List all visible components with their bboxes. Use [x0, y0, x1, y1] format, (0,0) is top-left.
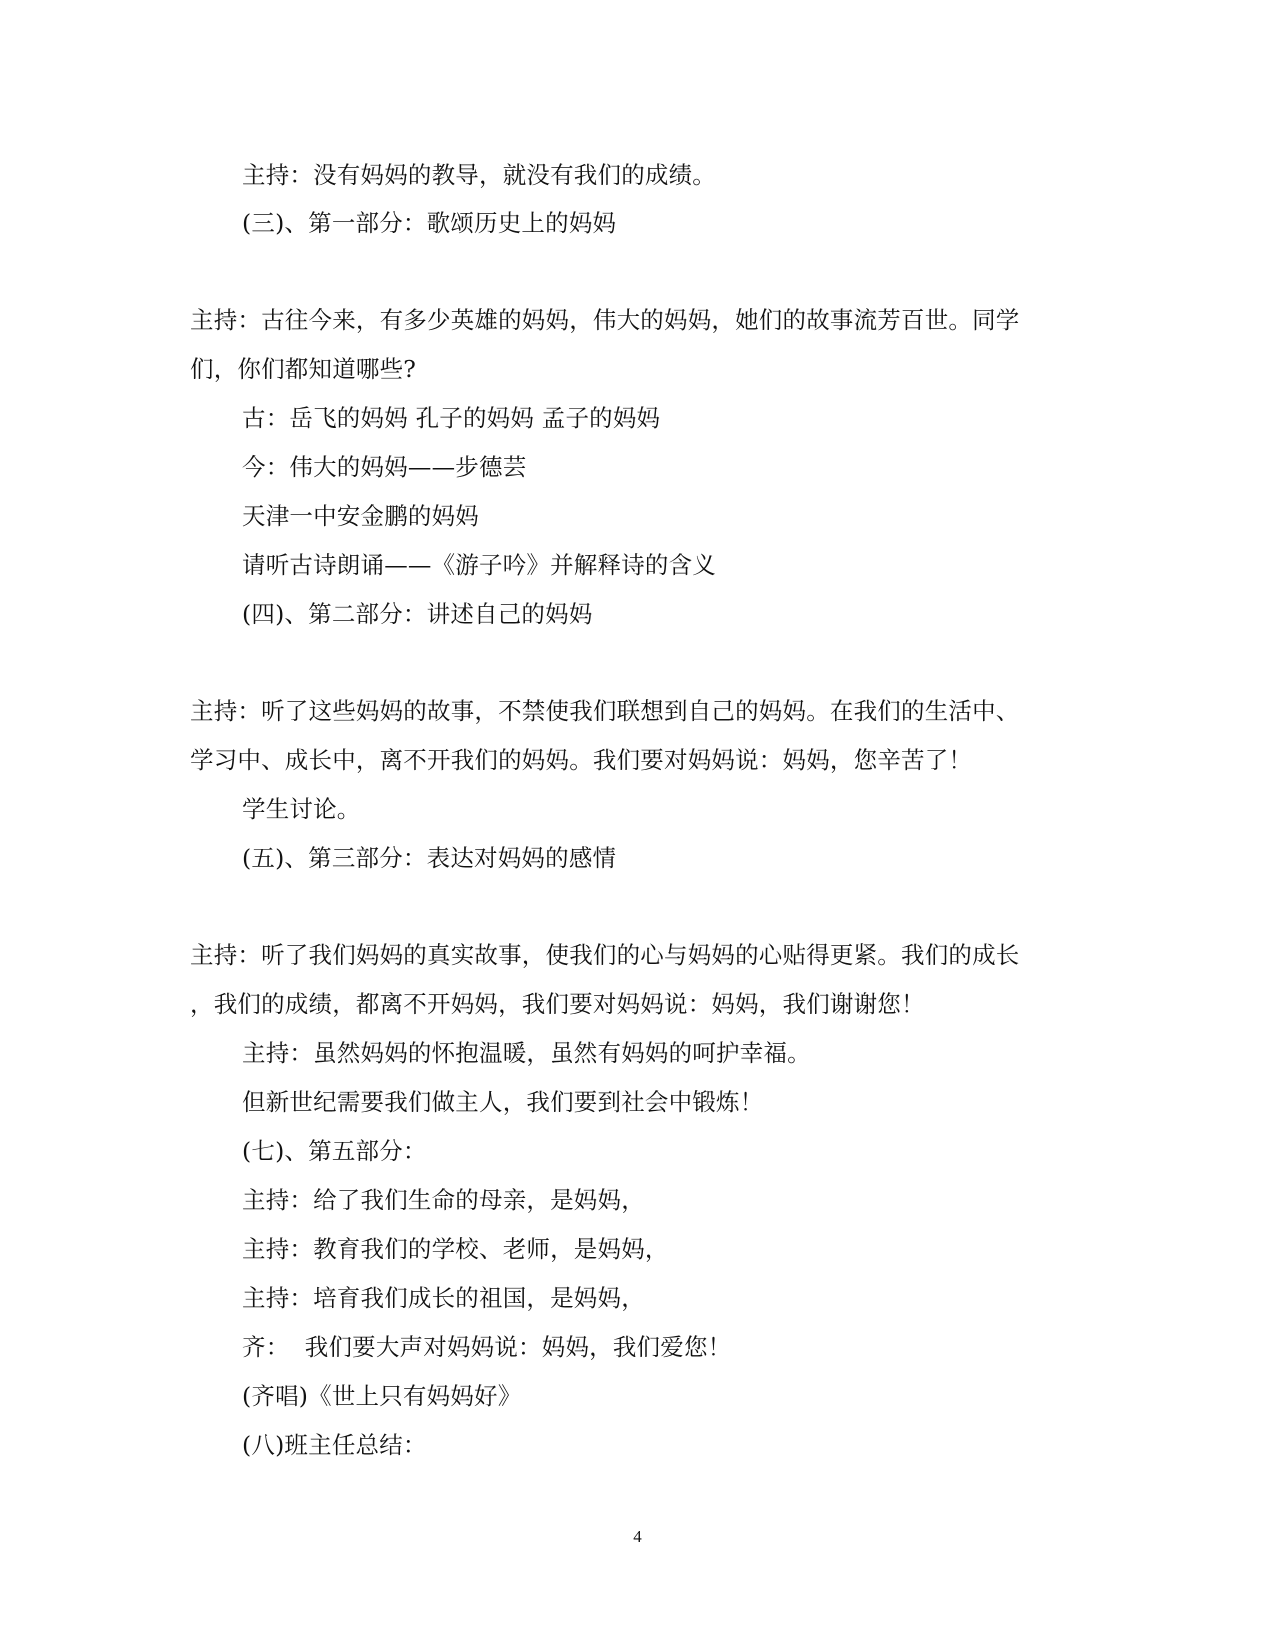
paragraph-line: 请听古诗朗诵——《游子吟》并解释诗的含义 [242, 551, 716, 579]
paragraph-line: 今：伟大的妈妈——步德芸 [242, 453, 527, 481]
section-heading: (四)、第二部分：讲述自己的妈妈 [242, 600, 593, 628]
paragraph-line: 主持：听了这些妈妈的故事，不禁使我们联想到自己的妈妈。在我们的生活中、 [190, 697, 1020, 725]
paragraph-line: 天津一中安金鹏的妈妈 [242, 502, 479, 530]
paragraph-line: 古：岳飞的妈妈 孔子的妈妈 孟子的妈妈 [242, 404, 661, 432]
paragraph-line: 齐： 我们要大声对妈妈说：妈妈，我们爱您！ [242, 1333, 732, 1361]
paragraph-line: 主持：听了我们妈妈的真实故事，使我们的心与妈妈的心贴得更紧。我们的成长 [190, 941, 1020, 969]
paragraph-line: 学生讨论。 [242, 795, 361, 823]
paragraph-line: 主持：给了我们生命的母亲，是妈妈， [242, 1186, 645, 1214]
paragraph-line: 主持：虽然妈妈的怀抱温暖，虽然有妈妈的呵护幸福。 [242, 1039, 811, 1067]
paragraph-line: 主持：古往今来，有多少英雄的妈妈，伟大的妈妈，她们的故事流芳百世。同学 [190, 306, 1020, 334]
paragraph-line: 主持：培育我们成长的祖国，是妈妈， [242, 1284, 645, 1312]
page-number: 4 [633, 1527, 642, 1546]
paragraph-line: 主持：没有妈妈的教导，就没有我们的成绩。 [242, 161, 716, 189]
section-heading: (三)、第一部分：歌颂历史上的妈妈 [242, 209, 617, 237]
section-heading: (七)、第五部分： [242, 1137, 427, 1165]
paragraph-line: (齐唱)《世上只有妈妈好》 [242, 1382, 522, 1410]
section-heading: (五)、第三部分：表达对妈妈的感情 [242, 844, 617, 872]
paragraph-line: ，我们的成绩，都离不开妈妈，我们要对妈妈说：妈妈，我们谢谢您！ [190, 990, 925, 1018]
paragraph-line: 们，你们都知道哪些? [190, 355, 417, 383]
section-heading: (八)班主任总结： [242, 1431, 427, 1459]
paragraph-line: 主持：教育我们的学校、老师，是妈妈， [242, 1235, 669, 1263]
paragraph-line: 但新世纪需要我们做主人，我们要到社会中锻炼！ [242, 1088, 764, 1116]
paragraph-line: 学习中、成长中，离不开我们的妈妈。我们要对妈妈说：妈妈，您辛苦了！ [190, 746, 973, 774]
